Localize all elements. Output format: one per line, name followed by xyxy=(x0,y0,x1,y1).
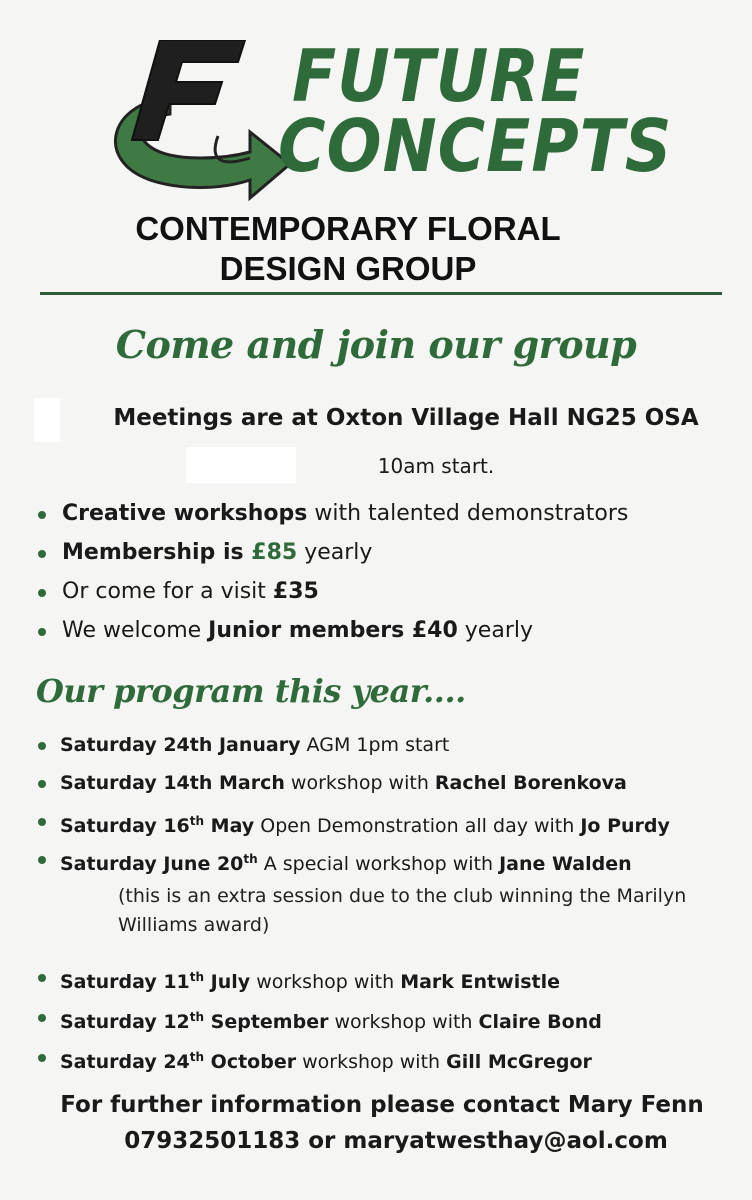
headline: Come and join our group xyxy=(115,322,637,367)
bullet-icon xyxy=(38,1014,46,1022)
meeting-time: 10am start. xyxy=(377,454,495,478)
program-date: Saturday June 20 xyxy=(60,853,244,875)
list-item xyxy=(38,537,628,576)
program-text: workshop with xyxy=(250,971,401,993)
meeting-location: Meetings are at Oxton Village Hall NG25 OSA xyxy=(113,405,699,431)
program-month: October xyxy=(204,1051,297,1073)
bullet-icon xyxy=(38,550,46,558)
list-item-strong: Creative workshops xyxy=(62,501,308,526)
group-subtitle-line-2: DESIGN GROUP xyxy=(219,250,477,287)
program-text: AGM 1pm start xyxy=(300,734,450,756)
membership-list xyxy=(38,498,628,654)
program-item xyxy=(38,768,670,806)
ordinal-suffix: th xyxy=(189,814,205,828)
divider xyxy=(40,292,722,295)
program-item xyxy=(38,730,670,768)
program-date: Saturday 14th March xyxy=(60,772,285,794)
program-item xyxy=(38,1002,670,1042)
program-date: Saturday 16 xyxy=(60,815,190,837)
program-heading: Our program this year.... xyxy=(36,672,466,710)
ordinal-suffix: th xyxy=(189,970,205,984)
program-text: A special workshop with xyxy=(257,853,500,875)
list-item-text: We welcome xyxy=(62,618,209,643)
list-item-strong: Membership is xyxy=(62,540,252,565)
list-item-text: Or come for a visit xyxy=(62,579,273,604)
program-demonstrator: Mark Entwistle xyxy=(400,971,560,993)
list-item xyxy=(38,498,628,537)
list-item-strong: Junior members £40 xyxy=(208,618,458,643)
program-item xyxy=(38,962,670,1002)
contact-line-1: For further information please contact Mary Fenn xyxy=(60,1092,704,1118)
bullet-icon xyxy=(38,589,46,597)
bullet-icon xyxy=(38,628,46,636)
ordinal-suffix: th xyxy=(189,1050,205,1064)
program-item xyxy=(38,1042,670,1082)
list-item xyxy=(38,576,628,615)
list-item-strong: £35 xyxy=(272,579,319,604)
program-date: Saturday 11 xyxy=(60,971,190,993)
group-subtitle-line-1: CONTEMPORARY FLORAL xyxy=(135,210,561,247)
program-demonstrator: Jo Purdy xyxy=(580,815,670,837)
program-text: Open Demonstration all day with xyxy=(254,815,581,837)
program-demonstrator: Claire Bond xyxy=(478,1011,602,1033)
program-demonstrator: Rachel Borenkova xyxy=(434,772,627,794)
program-demonstrator: Gill McGregor xyxy=(446,1051,592,1073)
ordinal-suffix: th xyxy=(189,1010,205,1024)
ordinal-suffix: th xyxy=(243,852,258,866)
letter-f-icon xyxy=(132,40,245,140)
program-month: May xyxy=(204,815,255,837)
list-item-text: yearly xyxy=(297,540,373,565)
contact-line-2: 07932501183 or maryatwesthay@aol.com xyxy=(124,1128,668,1154)
program-note: (this is an extra session due to the club winning the Marilyn Williams award) xyxy=(118,885,687,936)
program-date: Saturday 24 xyxy=(60,1051,190,1073)
program-date: Saturday 24th January xyxy=(60,734,301,756)
brand-name-line-1: FUTURE xyxy=(292,34,586,118)
program-demonstrator: Jane Walden xyxy=(499,853,632,875)
bullet-icon xyxy=(38,511,46,519)
bullet-icon xyxy=(38,1054,46,1062)
bullet-icon xyxy=(38,856,46,864)
bullet-icon xyxy=(38,974,46,982)
program-month: September xyxy=(204,1011,329,1033)
program-text: workshop with xyxy=(328,1011,479,1033)
program-text: workshop with xyxy=(296,1051,447,1073)
membership-price: £85 xyxy=(251,540,298,565)
program-month: July xyxy=(204,971,251,993)
bullet-icon xyxy=(38,780,46,788)
program-text: workshop with xyxy=(284,772,435,794)
list-item xyxy=(38,615,628,654)
bullet-icon xyxy=(38,818,46,826)
bullet-icon xyxy=(38,742,46,750)
brand-name-line-2: CONCEPTS xyxy=(278,104,673,188)
program-date: Saturday 12 xyxy=(60,1011,190,1033)
program-item xyxy=(38,806,670,844)
list-item-text: yearly xyxy=(457,618,534,643)
list-item-text: with talented demonstrators xyxy=(307,501,629,526)
